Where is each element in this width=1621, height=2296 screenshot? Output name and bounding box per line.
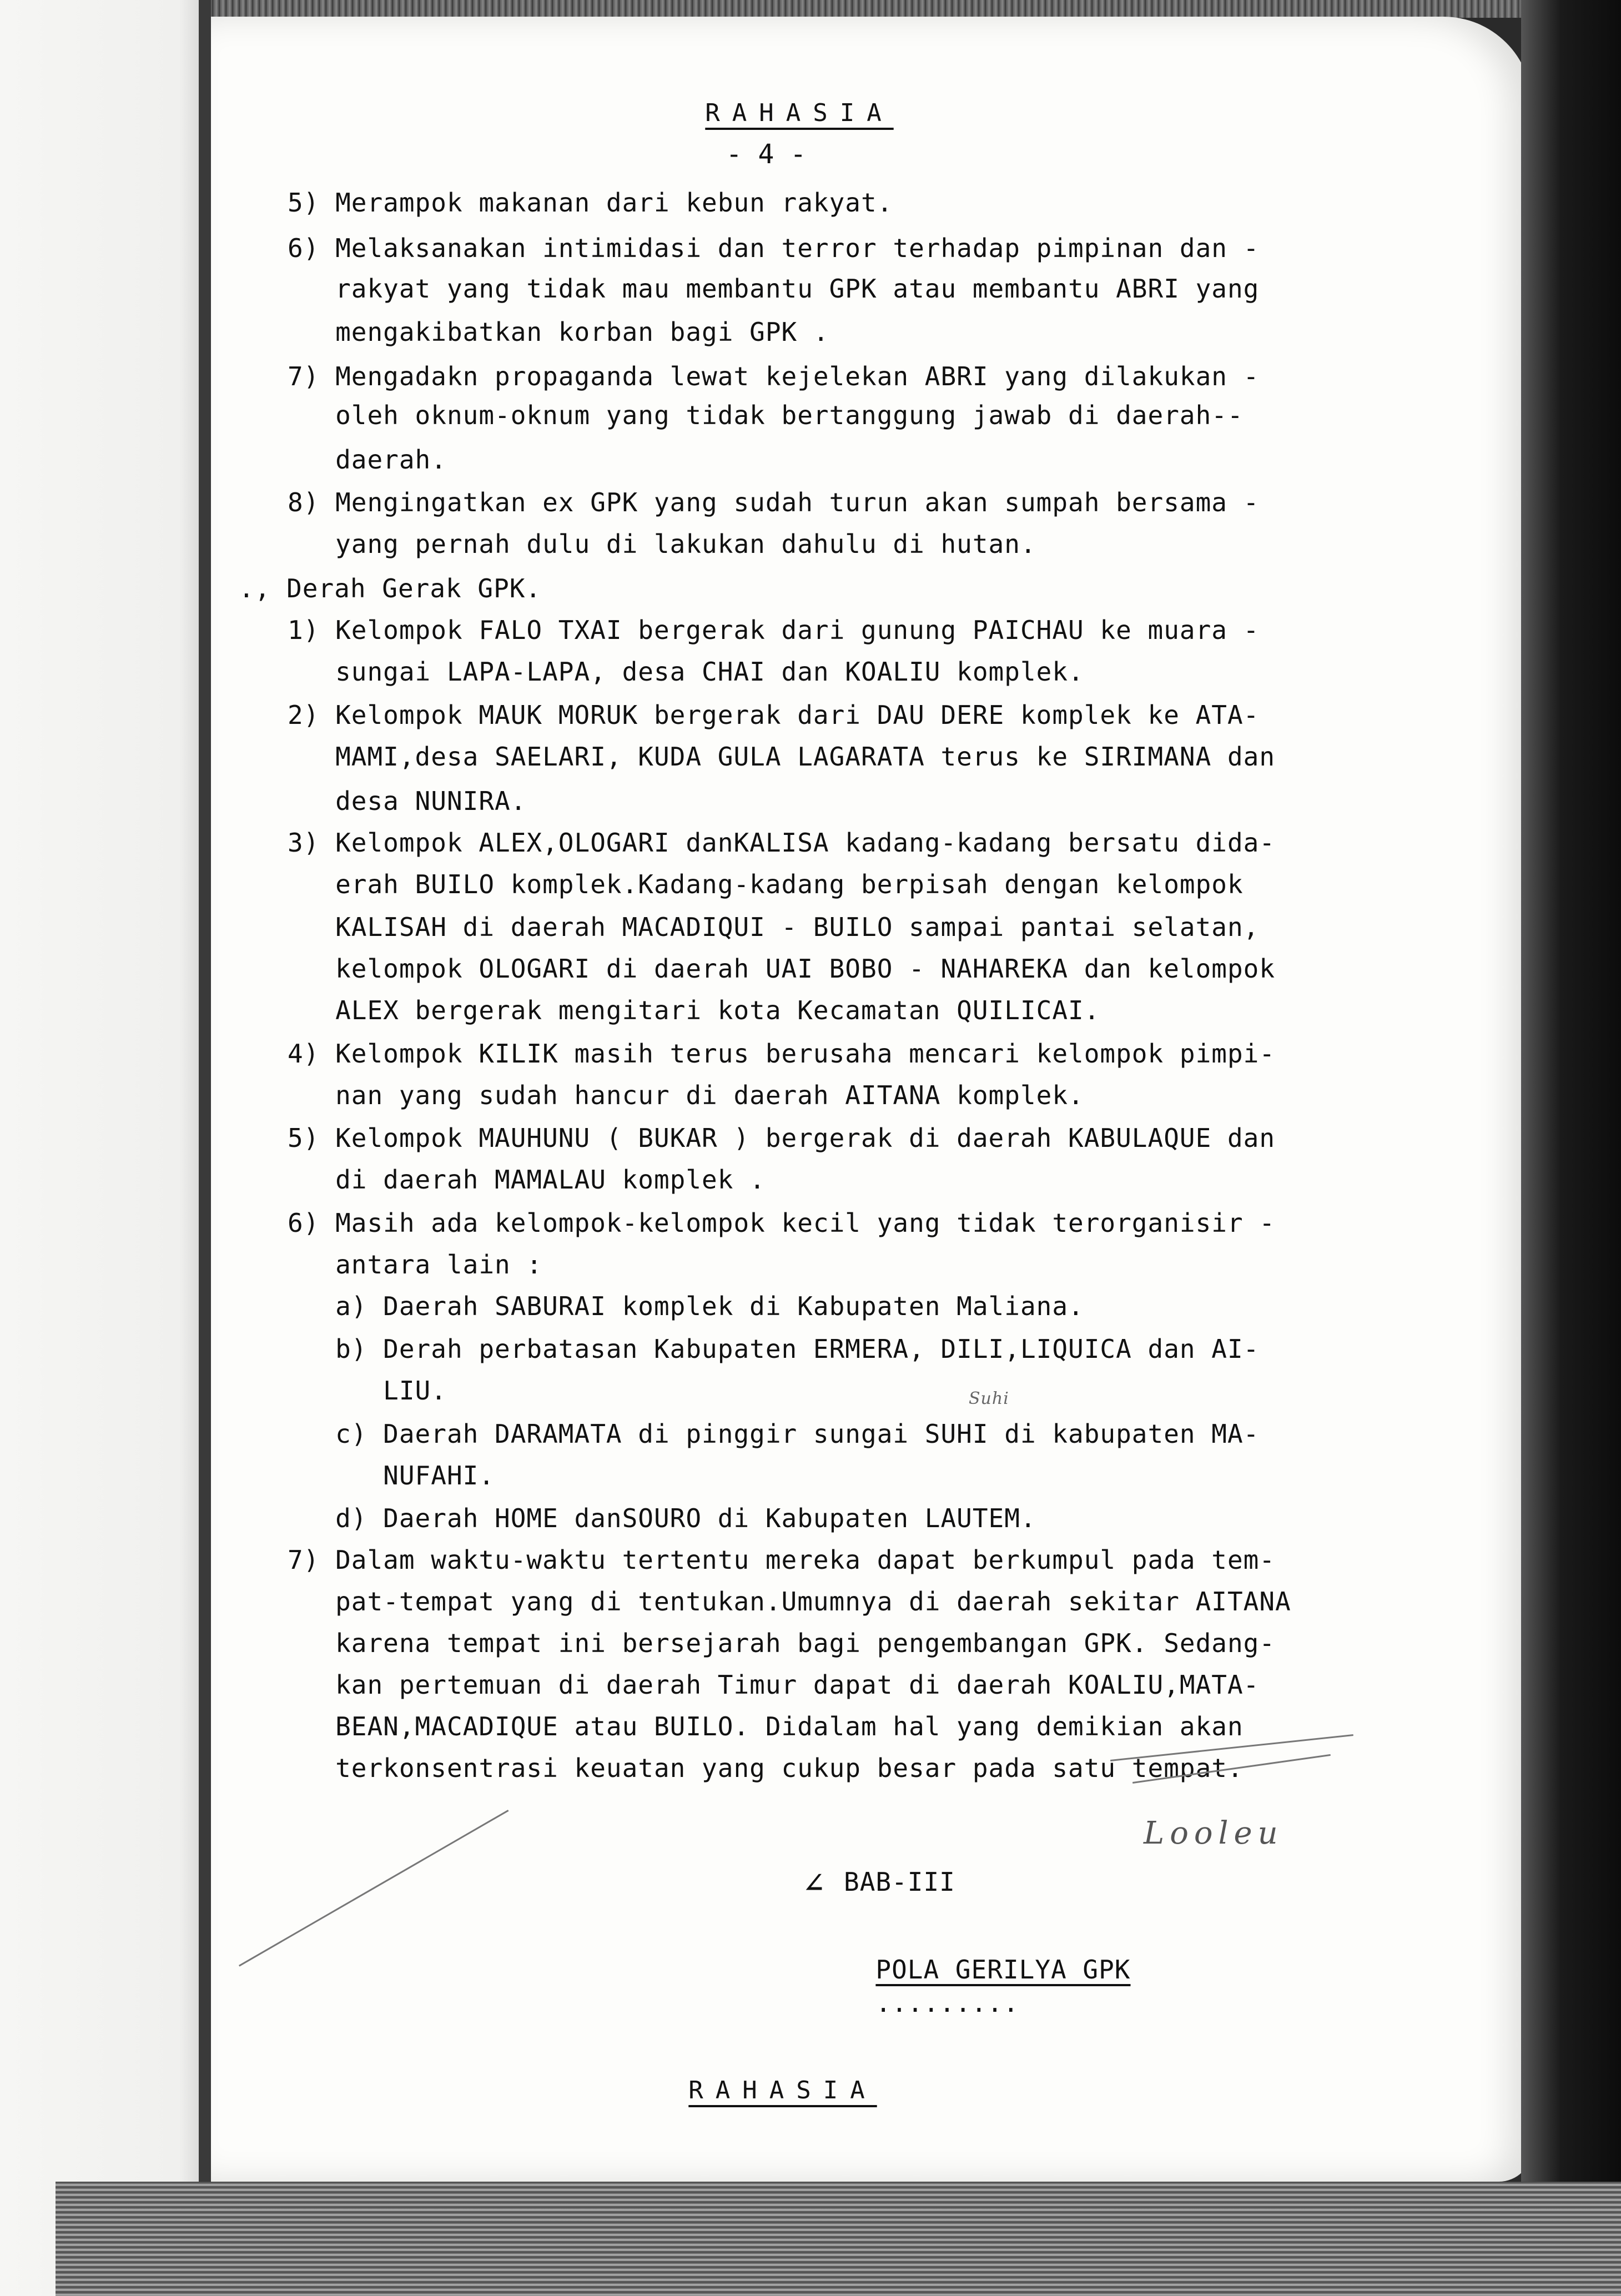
scan-left-margin [0,0,211,2296]
text-line: LIU. [288,1376,447,1406]
text-line: 7) Dalam waktu-waktu tertentu mereka dapat berkumpul pada tem- [288,1545,1276,1575]
scan-bottom-edge [56,2182,1621,2296]
text-line: 5) Merampok makanan dari kebun rakyat. [288,188,893,218]
text-line: ALEX bergerak mengitari kota Kecamatan QUILICAI. [288,995,1100,1025]
text-line: mengakibatkan korban bagi GPK . [288,317,829,347]
text-line: MAMI,desa SAELARI, KUDA GULA LAGARATA terus ke SIRIMANA dan [288,742,1276,772]
text-line: daerah. [288,445,447,475]
text-line: sungai LAPA-LAPA, desa CHAI dan KOALIU komplek. [288,657,1084,687]
text-line: 5) Kelompok MAUHUNU ( BUKAR ) bergerak di daerah KABULAQUE dan [288,1123,1276,1153]
text-line: BEAN,MACADIQUE atau BUILO. Didalam hal yang demikian akan [288,1711,1244,1741]
handwritten-margin-note: Suhi [969,1389,1009,1408]
text-line: kan pertemuan di daerah Timur dapat di daerah KOALIU,MATA- [288,1670,1260,1700]
text-line: b) Derah perbatasan Kabupaten ERMERA, DILI,LIQUICA dan AI- [288,1334,1260,1364]
bracket-mark: ∠ [804,1864,824,1903]
page-number: - 4 - [726,139,807,170]
text-line: rakyat yang tidak mau membantu GPK atau membantu ABRI yang [288,274,1260,304]
text-line: 2) Kelompok MAUK MORUK bergerak dari DAU DERE komplek ke ATA- [288,700,1260,730]
text-line: 3) Kelompok ALEX,OLOGARI danKALISA kadang-kadang bersatu dida- [288,828,1276,858]
section-heading: ., Derah Gerak GPK. [239,573,542,603]
text-line: KALISAH di daerah MACADIQUI - BUILO sampai pantai selatan, [288,912,1260,942]
text-line: di daerah MAMALAU komplek . [288,1165,766,1195]
text-line: NUFAHI. [288,1461,495,1491]
text-line: oleh oknum-oknum yang tidak bertanggung jawab di daerah-- [288,400,1244,430]
text-line: pat-tempat yang di tentukan.Umumnya di daerah sekitar AITANA [288,1587,1291,1617]
classification-header [688,99,910,127]
classification-footer: RAHASIA [688,2076,877,2104]
text-line: antara lain : [288,1250,543,1280]
text-line: kelompok OLOGARI di daerah UAI BOBO - NAHAREKA dan kelompok [288,954,1276,984]
text-line: 1) Kelompok FALO TXAI bergerak dari gunung PAICHAU ke muara - [288,615,1260,645]
text-line: 6) Masih ada kelompok-kelompok kecil yang tidak terorganisir - [288,1208,1276,1238]
text-line: 7) Mengadakn propaganda lewat kejelekan ABRI yang dilakukan - [288,361,1260,391]
scan-right-edge [1521,0,1621,2296]
text-line: a) Daerah SABURAI komplek di Kabupaten Maliana. [288,1291,1084,1321]
classification-header-text: RAHASIA [705,99,894,127]
text-line: 4) Kelompok KILIK masih terus berusaha mencari kelompok pimpi- [288,1039,1276,1069]
text-line: d) Daerah HOME danSOURO di Kabupaten LAUTEM. [288,1503,1036,1533]
chapter-label: BAB-III [844,1867,955,1897]
text-line: terkonsentrasi keuatan yang cukup besar pada satu tempat. [288,1753,1244,1783]
chapter-title-line [844,1920,1131,2020]
scan-binding-edge [199,0,211,2296]
handwritten-signature: Looleu [1144,1815,1283,1851]
text-line: 6) Melaksanakan intimidasi dan terror terhadap pimpinan dan - [288,233,1260,263]
text-line: 8) Mengingatkan ex GPK yang sudah turun akan sumpah bersama - [288,487,1260,517]
text-line: karena tempat ini bersejarah bagi pengembangan GPK. Sedang- [288,1628,1276,1658]
text-line: yang pernah dulu di lakukan dahulu di hutan. [288,529,1036,559]
scan-top-edge [0,0,1621,18]
chapter-title: POLA GERILYA GPK [875,1955,1131,1985]
continuation-dots: ......... [875,1988,1019,2018]
text-line: nan yang sudah hancur di daerah AITANA komplek. [288,1080,1084,1110]
text-line: erah BUILO komplek.Kadang-kadang berpisah dengan kelompok [288,869,1244,899]
text-line: c) Daerah DARAMATA di pinggir sungai SUHI di kabupaten MA- [288,1419,1260,1449]
text-line: desa NUNIRA. [288,786,527,816]
